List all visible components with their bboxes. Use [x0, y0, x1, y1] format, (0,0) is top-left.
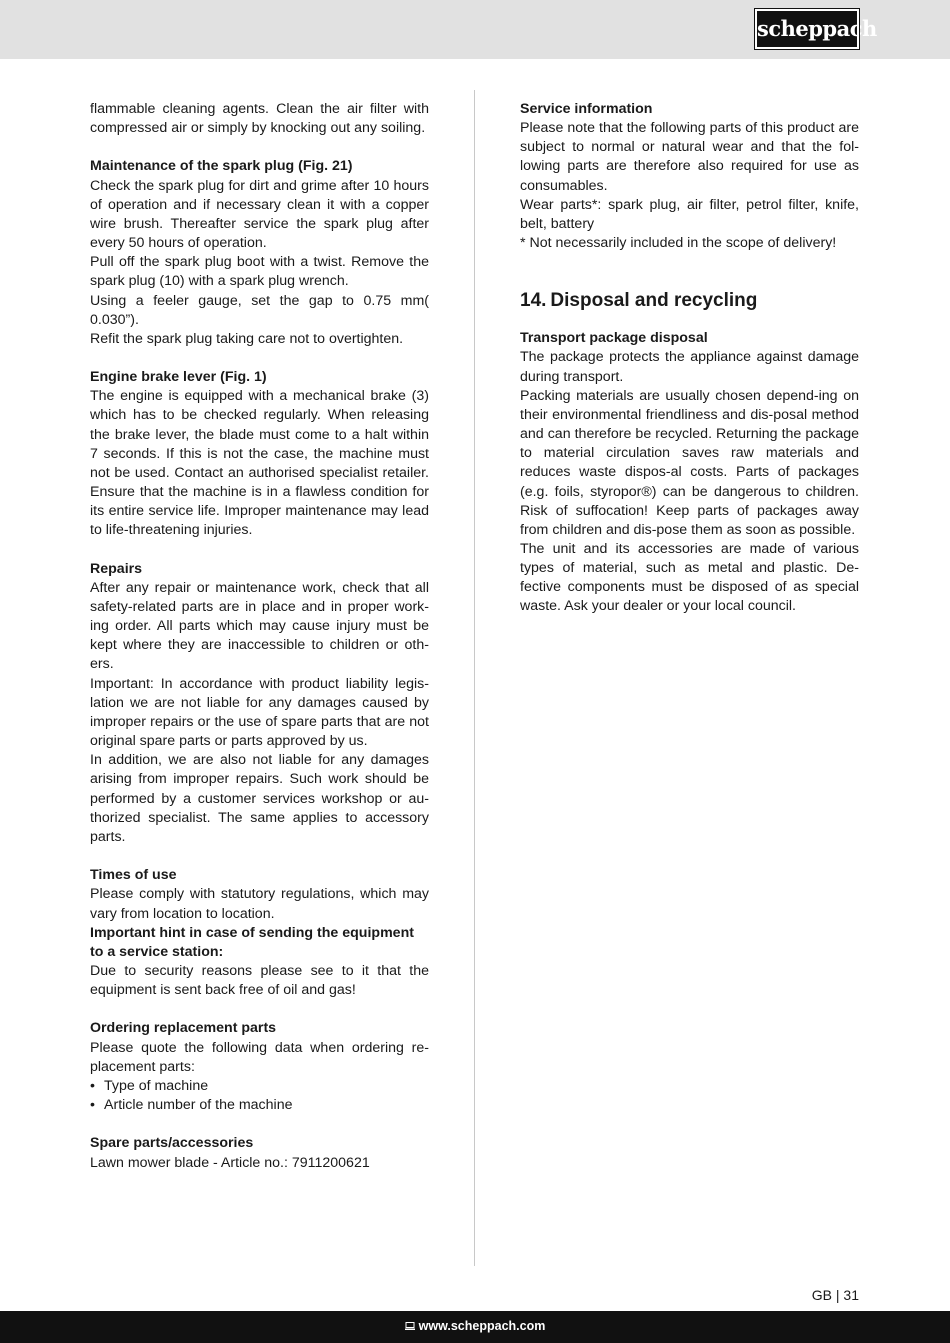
service-station-hint-heading: Important hint in case of sending the equipment to a service station:: [90, 924, 414, 960]
service-info-paragraph-1: Please note that the following parts of this product are subject to normal or natural wear and that the fol-lowing parts are therefore also required for use as consumables.: [520, 120, 859, 194]
section-title: [520, 289, 859, 313]
spare-parts-paragraph: Lawn mower blade - Article no.: 7911200621: [90, 1154, 370, 1171]
column-divider: [474, 90, 475, 1266]
brand-logo: scheppach: [755, 9, 859, 49]
spark-plug-paragraph-4: Refit the spark plug taking care not to overtighten.: [90, 330, 404, 347]
brake-heading: Engine brake lever (Fig. 1): [90, 369, 267, 386]
spark-plug-paragraph-1: Check the spark plug for dirt and grime after 10 hours of operation and if necessary clean it with a copper wire brush. Thereafter service the spark plug after every 50 hours of operation.: [90, 177, 429, 252]
computer-icon: [405, 1322, 415, 1330]
service-info-paragraph-3: * Not necessarily included in the scope of delivery!: [520, 235, 837, 252]
bullet-icon: •: [90, 1077, 95, 1094]
ordering-paragraph: Please quote the following data when ordering re-placement parts:: [90, 1039, 429, 1075]
repairs-paragraph-2: Important: In accordance with product liability legis-lation we are not liable for any damages caused by improper repairs or the use of spare parts that are not original spare parts or parts approved by us.: [90, 675, 429, 750]
list-item-text: Article number of the machine: [104, 1097, 293, 1114]
bullet-icon: •: [90, 1097, 95, 1114]
list-item-text: Type of machine: [104, 1077, 209, 1094]
repairs-heading: Repairs: [90, 560, 143, 577]
spark-plug-heading: Maintenance of the spark plug (Fig. 21): [90, 158, 353, 175]
section-number: 14.: [520, 290, 547, 312]
repairs-paragraph-1: After any repair or maintenance work, check that all safety-related parts are in place and in proper work-ing order. All parts which may cause injury must be kept where they are inaccessible to children or oth-ers.: [90, 579, 429, 673]
transport-paragraph-2: Packing materials are usually chosen depend-ing on their environmental friendliness and dis-posal method and can therefore be recycled. Returning the package to material circulation saves raw materials and reduces waste dispos-al costs. Parts of packages (e.g. foils, styropor®) can be dangerous to children. Risk of suffocation! Keep parts of packages away from children and dis-pose them as soon as possible.: [520, 387, 859, 538]
brake-paragraph: The engine is equipped with a mechanical brake (3) which has to be checked regularly. When releasing the brake lever, the blade must come to a halt within 7 seconds. If this is not the case, the machine must not be used. Contact an authorised specialist retailer. Ensure that the machine is in a flawless condition for its entire service life. Improper maintenance may lead to life-threatening injuries.: [90, 388, 429, 539]
transport-paragraph-1: The package protects the appliance against damage during transport.: [520, 349, 859, 385]
service-station-hint-paragraph: Due to security reasons please see to it that the equipment is sent back free of oil and gas!: [90, 962, 429, 999]
right-column: [520, 100, 859, 617]
service-info-heading: Service information: [520, 101, 653, 117]
times-of-use-paragraph: Please comply with statutory regulations, which may vary from location to location.: [90, 886, 429, 922]
section-title-text: Disposal and recycling: [550, 290, 758, 312]
repairs-paragraph-3: In addition, we are also not liable for any damages arising from improper repairs. Such work should be performed by a customer services workshop or au-thorized specialist. The same applies to accessory parts.: [90, 752, 429, 845]
left-column: [90, 100, 429, 1173]
spark-plug-paragraph-2: Pull off the spark plug boot with a twist. Remove the spark plug (10) with a spark plug wrench.: [90, 254, 429, 290]
times-of-use-heading: Times of use: [90, 867, 177, 884]
header-band: [0, 0, 950, 59]
ordering-heading: Ordering replacement parts: [90, 1020, 277, 1037]
spark-plug-paragraph-3: Using a feeler gauge, set the gap to 0.75 mm( 0.030”).: [90, 292, 429, 328]
transport-heading: Transport package disposal: [520, 330, 708, 347]
footer-band: [0, 1311, 950, 1343]
intro-paragraph: flammable cleaning agents. Clean the air filter with compressed air or simply by knocking out any soiling.: [90, 101, 429, 137]
transport-paragraph-3: The unit and its accessories are made of various types of material, such as metal and plastic. De-fective components must be disposed of as special waste. Ask your dealer or your local council.: [520, 540, 859, 615]
website-link[interactable]: www.scheppach.com: [418, 1319, 546, 1333]
list-item: [90, 1077, 429, 1096]
service-info-paragraph-2: Wear parts*: spark plug, air filter, petrol filter, knife, belt, battery: [520, 196, 859, 232]
spare-parts-heading: Spare parts/accessories: [90, 1135, 254, 1152]
list-item: [90, 1096, 429, 1115]
page-number: GB | 31: [811, 1287, 859, 1303]
